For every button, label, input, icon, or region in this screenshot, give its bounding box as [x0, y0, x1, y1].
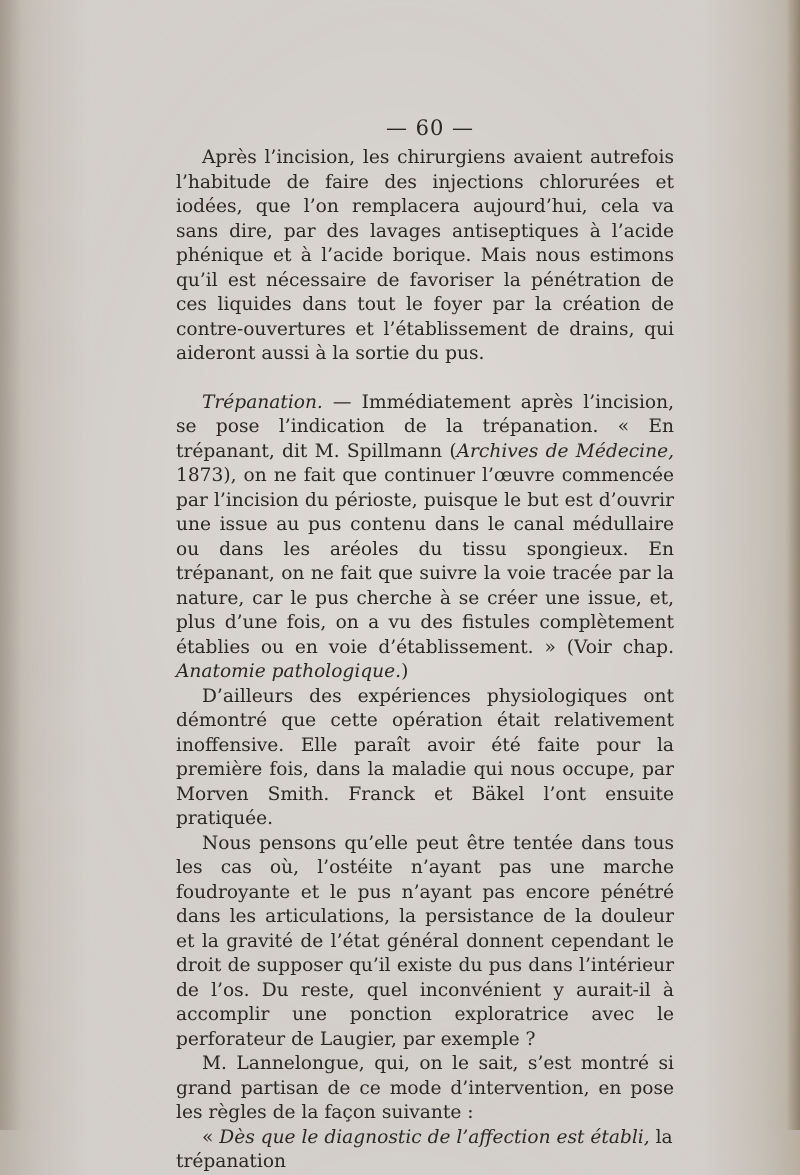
paragraph-drains — [176, 146, 674, 367]
text-run: Nous pensons qu’elle peut être tentée dans tous les cas où, l’ostéite n’ayant pas une marche foudroyante et le pus n’ayant pas encore pénétré dans les articulations, la persistance de la douleur et la gravité de l’état général donnent cependant le droit de supposer qu’il existe du pus dans l’intérieur de l’os. Du reste, quel inconvénient y aurait-il à accomplir une ponction exploratrice avec le perforateur de Laugier, par exemple ? — [176, 832, 674, 1050]
text-run: Après l’incision, les chirurgiens avaient autrefois l’habitude de faire des injections chlorurées et iodées, que l’on remplacera aujourd’hui, cela va sans dire, par des lavages antiseptiques à l’acide phénique et à l’acide borique. Mais nous estimons qu’il est nécessaire de favoriser la pénétration de ces liquides dans tout le foyer par la création de contre-ouvertures et l’établissement de drains, qui aideront aussi à la sortie du pus. — [176, 147, 674, 364]
text-run: D’ailleurs des expériences physiologiques ont démontré que cette opération était relativement inoffensive. Elle paraît avoir été faite pour la première fois, dans la maladie qui nous occupe, par Morven Smith. Franck et Bäkel l’ont ensuite pratiquée. — [176, 685, 674, 829]
page-edge-shadow-right — [786, 0, 800, 1130]
text-run: 1873), on ne fait que continuer l’œuvre commencée par l’incision du périoste, puisque le but est d’ouvrir une issue au pus contenu dans le canal médullaire ou dans les aréoles du tissu spongieux. En trépanant, on ne fait que suivre la voie tracée par la nature, car le pus cherche à se créer une issue, et, plus d’une fois, on a vu des fistules complètement établies ou en voie d’établissement. » (Voir chap. — [176, 465, 674, 658]
quote-italic: Dès que le diagnostic de l’affection est établi, — [219, 1126, 650, 1148]
citation-title: Archives de Médecine, — [456, 440, 674, 462]
text-run: la trépanation — [176, 1126, 673, 1172]
paragraph-experiences — [176, 685, 674, 832]
paragraph-indications — [176, 832, 674, 1053]
paragraph-lannelongue — [176, 1052, 674, 1126]
section-heading-trepanation: Trépanation. — [202, 391, 323, 413]
body-text — [176, 146, 674, 1175]
chapter-reference: Anatomie pathologique. — [176, 661, 402, 682]
paragraph-quote-start — [176, 1126, 674, 1175]
text-run: — Immédiatement après l’incision, se pose l’indication de la trépanation. « En trépanant, dit M. Spillmann ( — [176, 391, 674, 462]
paragraph-trepanation — [176, 391, 674, 685]
text-run: M. Lannelongue, qui, on le sait, s’est montré si grand partisan de ce mode d’intervention, en pose les règles de la façon suivante : — [176, 1053, 674, 1123]
page-edge-shadow-left — [0, 0, 22, 1130]
page-number: — 60 — — [385, 116, 475, 140]
text-run: ) — [401, 661, 409, 682]
text-run: « — [202, 1126, 220, 1148]
